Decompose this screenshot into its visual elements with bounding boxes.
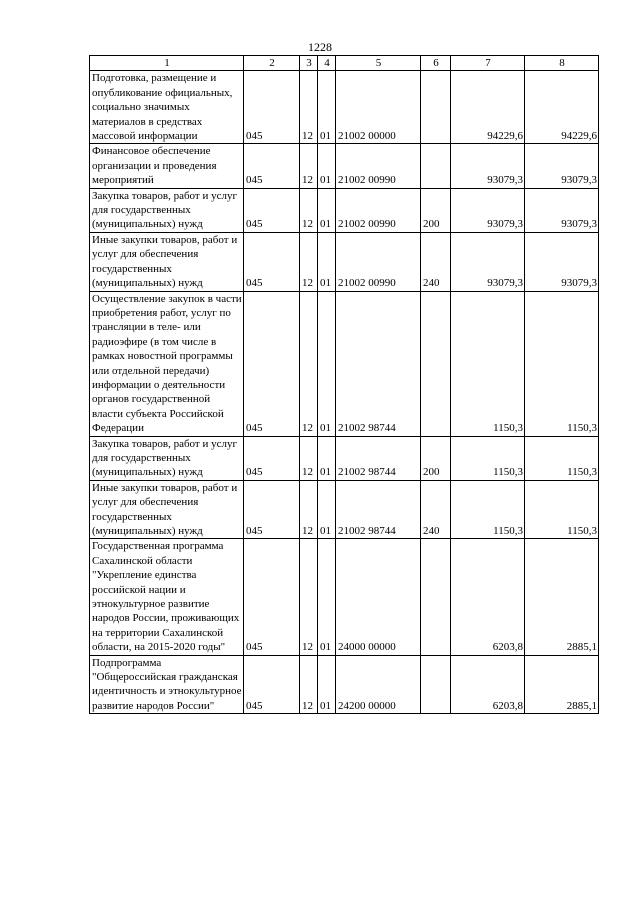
column-header: 3 bbox=[300, 56, 318, 71]
row-name-cell: Закупка товаров, работ и услуг для государственных (муниципальных) нужд bbox=[90, 188, 244, 232]
amount-cell-7: 94229,6 bbox=[451, 71, 525, 144]
ved-cell: 045 bbox=[244, 144, 300, 188]
subsection-cell: 01 bbox=[318, 480, 336, 539]
ved-cell: 045 bbox=[244, 71, 300, 144]
section-cell: 12 bbox=[300, 71, 318, 144]
table-row bbox=[90, 71, 599, 144]
ved-cell: 045 bbox=[244, 655, 300, 714]
column-header: 5 bbox=[336, 56, 421, 71]
expense-type-cell: 240 bbox=[421, 232, 451, 291]
column-header: 2 bbox=[244, 56, 300, 71]
subsection-cell: 01 bbox=[318, 232, 336, 291]
row-name-cell: Подпрограмма "Общероссийская гражданская идентичность и этнокультурное развитие народов России" bbox=[90, 655, 244, 714]
target-article-cell: 21002 98744 bbox=[336, 436, 421, 480]
section-cell: 12 bbox=[300, 291, 318, 436]
column-header: 6 bbox=[421, 56, 451, 71]
budget-table bbox=[89, 55, 599, 714]
section-cell: 12 bbox=[300, 480, 318, 539]
amount-cell-7: 93079,3 bbox=[451, 188, 525, 232]
expense-type-cell bbox=[421, 291, 451, 436]
expense-type-cell: 200 bbox=[421, 436, 451, 480]
column-header: 1 bbox=[90, 56, 244, 71]
amount-cell-7: 1150,3 bbox=[451, 480, 525, 539]
expense-type-cell bbox=[421, 71, 451, 144]
target-article-cell: 21002 00000 bbox=[336, 71, 421, 144]
page-number: 1228 bbox=[308, 40, 332, 54]
subsection-cell: 01 bbox=[318, 71, 336, 144]
expense-type-cell bbox=[421, 144, 451, 188]
column-header: 4 bbox=[318, 56, 336, 71]
table-row bbox=[90, 144, 599, 188]
ved-cell: 045 bbox=[244, 291, 300, 436]
amount-cell-8: 2885,1 bbox=[525, 539, 599, 655]
subsection-cell: 01 bbox=[318, 539, 336, 655]
ved-cell: 045 bbox=[244, 436, 300, 480]
row-name-cell: Закупка товаров, работ и услуг для государственных (муниципальных) нужд bbox=[90, 436, 244, 480]
expense-type-cell: 200 bbox=[421, 188, 451, 232]
column-header: 8 bbox=[525, 56, 599, 71]
table-header-row bbox=[90, 56, 599, 71]
row-name-cell: Иные закупки товаров, работ и услуг для обеспечения государственных (муниципальных) нужд bbox=[90, 232, 244, 291]
table-row bbox=[90, 188, 599, 232]
amount-cell-8: 93079,3 bbox=[525, 188, 599, 232]
amount-cell-8: 2885,1 bbox=[525, 655, 599, 714]
expense-type-cell: 240 bbox=[421, 480, 451, 539]
amount-cell-8: 93079,3 bbox=[525, 232, 599, 291]
ved-cell: 045 bbox=[244, 480, 300, 539]
amount-cell-8: 1150,3 bbox=[525, 291, 599, 436]
table-row bbox=[90, 291, 599, 436]
amount-cell-8: 94229,6 bbox=[525, 71, 599, 144]
target-article-cell: 21002 00990 bbox=[336, 188, 421, 232]
subsection-cell: 01 bbox=[318, 291, 336, 436]
ved-cell: 045 bbox=[244, 232, 300, 291]
expense-type-cell bbox=[421, 655, 451, 714]
ved-cell: 045 bbox=[244, 539, 300, 655]
amount-cell-8: 1150,3 bbox=[525, 436, 599, 480]
section-cell: 12 bbox=[300, 539, 318, 655]
row-name-cell: Осуществление закупок в части приобретения работ, услуг по трансляции в теле- или радиоэфире (в том числе в рамках новостной программы или отдельной передачи) информации о деятельности органов государственной власти субъекта Российской Федерации bbox=[90, 291, 244, 436]
table-row bbox=[90, 232, 599, 291]
amount-cell-7: 6203,8 bbox=[451, 539, 525, 655]
ved-cell: 045 bbox=[244, 188, 300, 232]
amount-cell-8: 1150,3 bbox=[525, 480, 599, 539]
section-cell: 12 bbox=[300, 436, 318, 480]
table-row bbox=[90, 436, 599, 480]
target-article-cell: 21002 00990 bbox=[336, 144, 421, 188]
amount-cell-7: 1150,3 bbox=[451, 291, 525, 436]
amount-cell-8: 93079,3 bbox=[525, 144, 599, 188]
subsection-cell: 01 bbox=[318, 655, 336, 714]
expense-type-cell bbox=[421, 539, 451, 655]
subsection-cell: 01 bbox=[318, 188, 336, 232]
amount-cell-7: 1150,3 bbox=[451, 436, 525, 480]
amount-cell-7: 93079,3 bbox=[451, 144, 525, 188]
section-cell: 12 bbox=[300, 188, 318, 232]
subsection-cell: 01 bbox=[318, 144, 336, 188]
column-header: 7 bbox=[451, 56, 525, 71]
target-article-cell: 24200 00000 bbox=[336, 655, 421, 714]
target-article-cell: 21002 00990 bbox=[336, 232, 421, 291]
section-cell: 12 bbox=[300, 232, 318, 291]
amount-cell-7: 93079,3 bbox=[451, 232, 525, 291]
amount-cell-7: 6203,8 bbox=[451, 655, 525, 714]
target-article-cell: 24000 00000 bbox=[336, 539, 421, 655]
table-row bbox=[90, 655, 599, 714]
subsection-cell: 01 bbox=[318, 436, 336, 480]
table-row bbox=[90, 539, 599, 655]
section-cell: 12 bbox=[300, 655, 318, 714]
target-article-cell: 21002 98744 bbox=[336, 291, 421, 436]
row-name-cell: Подготовка, размещение и опубликование официальных, социально значимых материалов в средствах массовой информации bbox=[90, 71, 244, 144]
row-name-cell: Иные закупки товаров, работ и услуг для обеспечения государственных (муниципальных) нужд bbox=[90, 480, 244, 539]
row-name-cell: Финансовое обеспечение организации и проведения мероприятий bbox=[90, 144, 244, 188]
table-row bbox=[90, 480, 599, 539]
section-cell: 12 bbox=[300, 144, 318, 188]
target-article-cell: 21002 98744 bbox=[336, 480, 421, 539]
row-name-cell: Государственная программа Сахалинской области "Укрепление единства российской нации и этнокультурное развитие народов России, проживающих на территории Сахалинской области, на 2015-2020 годы" bbox=[90, 539, 244, 655]
